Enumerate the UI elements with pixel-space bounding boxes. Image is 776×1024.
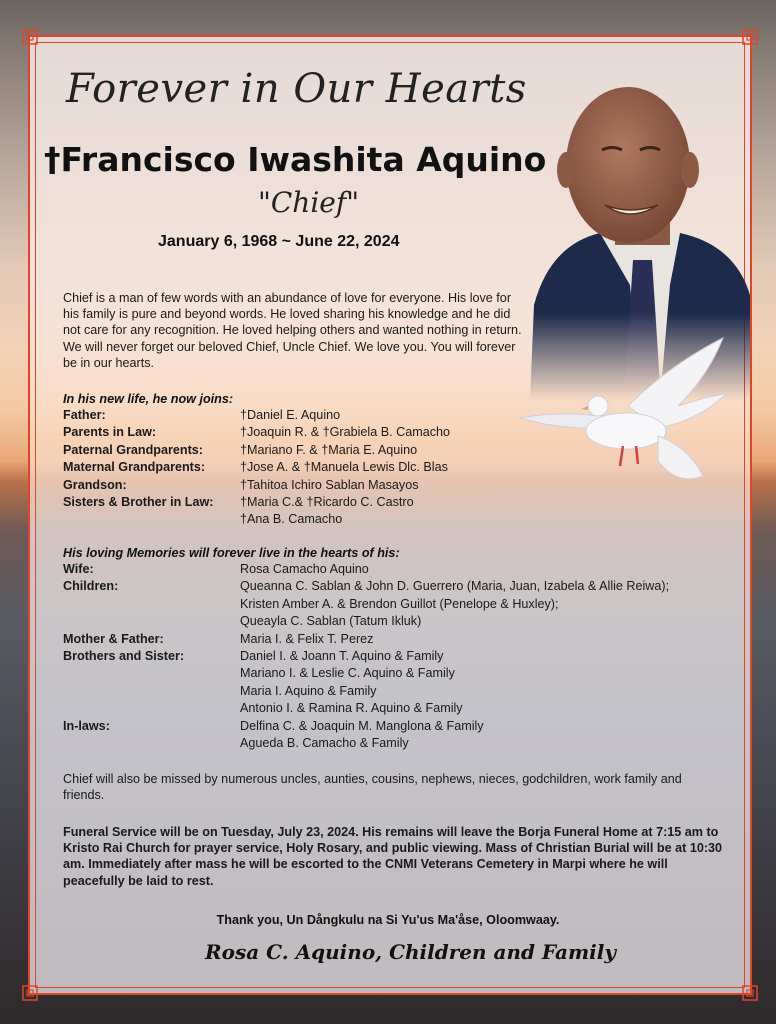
funeral-paragraph: Funeral Service will be on Tuesday, July 23, 2024. His remains will leave the Borja Funeral Home at 7:15 am to Kristo Rai Church for prayer service, Holy Rosary, and public viewing. Mass of Christian Burial will be at 10:30 am. Immediately after mass he will be escorted to the CNMI Veterans Cemetery in Marpi where he will peacefully be laid to rest. <box>63 825 723 888</box>
memories-heading: His loving Memories will forever live in the hearts of his: <box>63 546 400 560</box>
list-item: Kristen Amber A. & Brendon Guillot (Penelope & Huxley); <box>240 596 559 611</box>
list-item: †Ana B. Camacho <box>240 512 343 527</box>
list-item: Brothers and Sister: Daniel I. & Joann T. Aquino & Family <box>63 648 444 663</box>
list-item: Paternal Grandparents: †Mariano F. & †Maria E. Aquino <box>63 442 418 457</box>
signature: Rosa C. Aquino, Children and Family <box>205 940 616 964</box>
list-item: In-laws: Delfina C. & Joaquin M. Manglona & Family <box>63 718 484 733</box>
list-item: Children: Queanna C. Sablan & John D. Guerrero (Maria, Juan, Izabela & Allie Reiwa); <box>63 579 670 594</box>
new-life-list <box>63 407 450 529</box>
corner-ornament-icon <box>22 29 38 45</box>
life-dates: January 6, 1968 ~ June 22, 2024 <box>158 233 400 250</box>
thanks-line: Thank you, Un Dångkulu na Si Yu'us Ma'åse, Oloomwaay. <box>216 913 560 927</box>
list-item: Maria I. Aquino & Family <box>240 683 377 698</box>
list-item: Father: †Daniel E. Aquino <box>63 408 341 422</box>
list-item: Sisters & Brother in Law: †Maria C.& †Ricardo C. Castro <box>63 494 414 509</box>
corner-ornament-icon <box>22 985 38 1001</box>
missed-paragraph: Chief will also be missed by numerous uncles, aunties, cousins, nephews, nieces, godchildren, work family and friends. <box>63 772 682 803</box>
corner-ornament-icon <box>742 29 758 45</box>
heading-forever: Forever in Our Hearts <box>66 66 527 112</box>
corner-ornament-icon <box>742 985 758 1001</box>
intro-paragraph: Chief is a man of few words with an abundance of love for everyone. His love for his family is pure and beyond words. He loved sharing his knowledge and he did not care for any recognition. He loved helping others and wanted nothing in return. We will never forget our beloved Chief, Uncle Chief. We love you. You will forever be in our hearts. <box>63 291 522 370</box>
new-life-heading: In his new life, he now joins: <box>63 392 234 406</box>
list-item: Antonio I. & Ramina R. Aquino & Family <box>240 701 463 716</box>
list-item: Parents in Law: †Joaquin R. & †Grabiela B. Camacho <box>63 425 451 440</box>
list-item: Grandson: †Tahitoa Ichiro Sablan Masayos <box>63 477 419 492</box>
list-item: Mariano I. & Leslie C. Aquino & Family <box>240 666 455 681</box>
list-item: Mother & Father: Maria I. & Felix T. Perez <box>63 631 374 646</box>
deceased-name: †Francisco Iwashita Aquino <box>44 140 547 179</box>
memories-list <box>63 561 669 752</box>
list-item: Queayla C. Sablan (Tatum Ikluk) <box>240 614 422 629</box>
list-item: Wife: Rosa Camacho Aquino <box>63 562 369 576</box>
list-item: Agueda B. Camacho & Family <box>240 735 409 750</box>
list-item: Maternal Grandparents: †Jose A. & †Manuela Lewis Dlc. Blas <box>63 460 448 475</box>
dove-icon <box>518 336 730 498</box>
nickname: "Chief" <box>258 186 360 219</box>
